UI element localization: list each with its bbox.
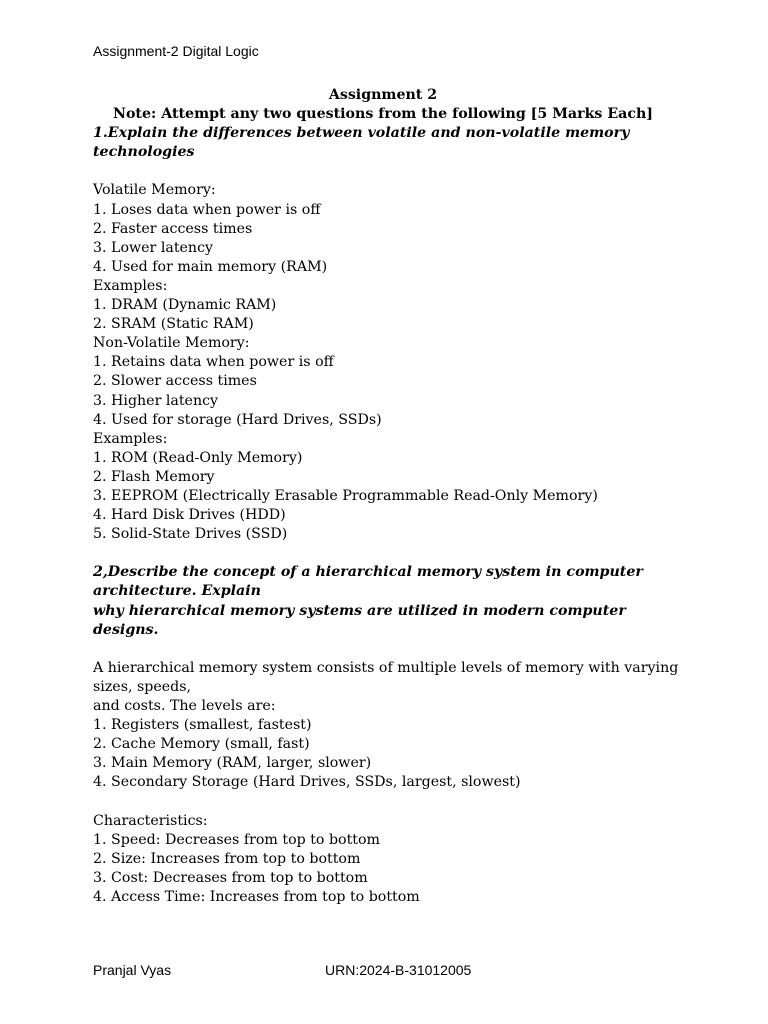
answer-line: A hierarchical memory system consists of multiple levels of memory with varying (93, 659, 679, 676)
page-header: Assignment-2 Digital Logic (93, 43, 259, 59)
answer-line: 4. Secondary Storage (Hard Drives, SSDs, largest, slowest) (93, 774, 521, 791)
document-body (93, 86, 679, 907)
answer-line: Characteristics: (93, 812, 208, 829)
answer-line: 2. Cache Memory (small, fast) (93, 736, 310, 753)
footer-author: Pranjal Vyas (93, 962, 172, 978)
answer-line: 4. Hard Disk Drives (HDD) (93, 507, 286, 524)
answer-line: 4. Used for storage (Hard Drives, SSDs) (93, 411, 382, 428)
answer-line: 2. Slower access times (93, 373, 257, 390)
question-heading-line: 1.Explain the differences between volatile and non-volatile memory (93, 125, 630, 142)
answer-line: 2. Flash Memory (93, 468, 215, 485)
answer-line: 2. SRAM (Static RAM) (93, 316, 254, 333)
answer-line: 5. Solid-State Drives (SSD) (93, 526, 288, 543)
answer-line (93, 544, 673, 563)
answer-line: Examples: (93, 277, 168, 294)
question-heading-line: designs. (93, 621, 159, 638)
question-1-answer (93, 162, 673, 563)
question-heading-line: architecture. Explain (93, 583, 261, 600)
answer-line: Examples: (93, 430, 168, 447)
question-2-heading (93, 563, 673, 639)
answer-line: 4. Access Time: Increases from top to bottom (93, 888, 420, 905)
assignment-title: Assignment 2 (328, 87, 438, 103)
answer-line (93, 162, 673, 181)
answer-line: Volatile Memory: (93, 182, 216, 199)
answer-line: 3. Lower latency (93, 239, 214, 256)
answer-line (93, 640, 673, 659)
answer-line: 4. Used for main memory (RAM) (93, 258, 328, 275)
answer-line: 1. Registers (smallest, fastest) (93, 717, 312, 734)
answer-line: 1. Retains data when power is off (93, 354, 334, 371)
answer-line: sizes, speeds, (93, 678, 192, 695)
answer-line: Non-Volatile Memory: (93, 335, 250, 352)
answer-line: 1. Loses data when power is off (93, 201, 321, 218)
answer-line: 2. Size: Increases from top to bottom (93, 850, 361, 867)
answer-line: 1. DRAM (Dynamic RAM) (93, 297, 277, 314)
answer-line: 3. EEPROM (Electrically Erasable Programmable Read-Only Memory) (93, 487, 598, 504)
footer-urn: URN:2024-B-31012005 (325, 962, 472, 978)
question-2-answer (93, 640, 679, 907)
question-1-heading (93, 124, 673, 162)
answer-line: 1. ROM (Read-Only Memory) (93, 449, 303, 466)
answer-line: 2. Faster access times (93, 220, 253, 237)
answer-line: 3. Higher latency (93, 392, 219, 409)
answer-line: 1. Speed: Decreases from top to bottom (93, 831, 380, 848)
answer-line: and costs. The levels are: (93, 698, 276, 714)
question-heading-line: why hierarchical memory systems are utilized in modern computer (93, 602, 626, 619)
answer-line: 3. Main Memory (RAM, larger, slower) (93, 755, 372, 772)
answer-line: 3. Cost: Decreases from top to bottom (93, 869, 368, 886)
question-heading-line: technologies (93, 144, 195, 161)
assignment-note: Note: Attempt any two questions from the following [5 Marks Each] (113, 106, 653, 123)
question-heading-line: 2,Describe the concept of a hierarchical memory system in computer (93, 564, 643, 581)
answer-line (93, 792, 673, 811)
